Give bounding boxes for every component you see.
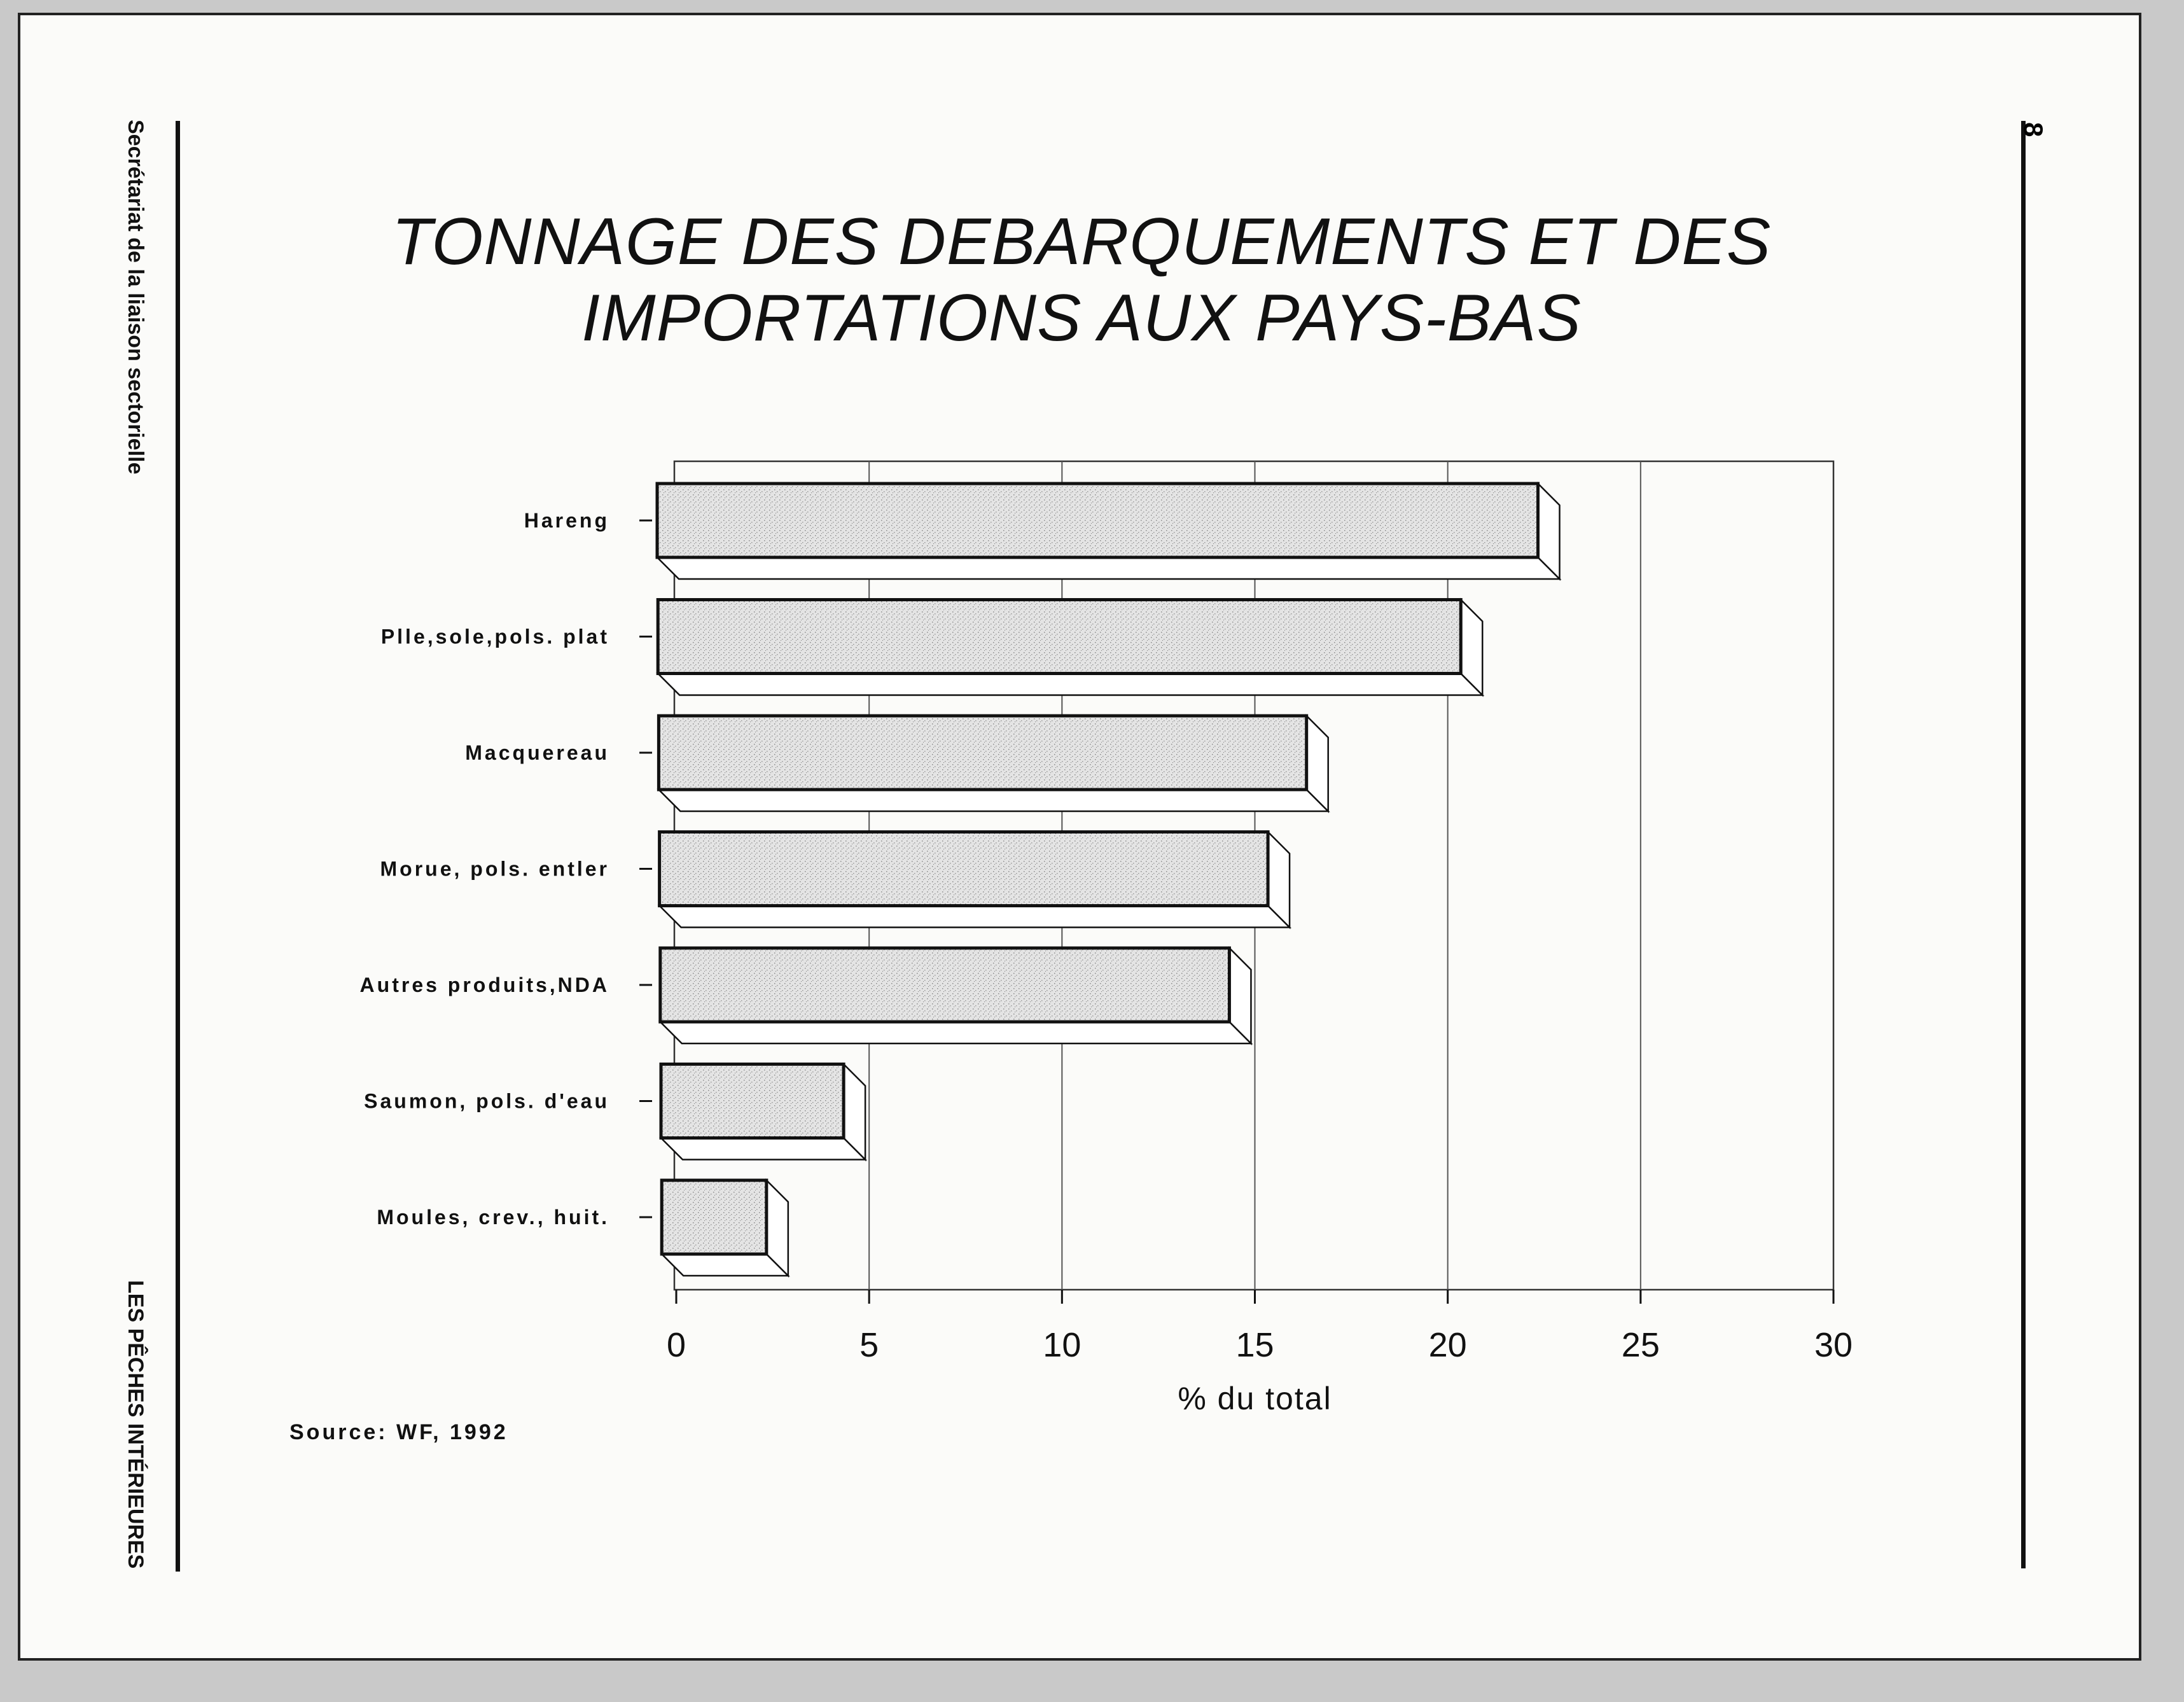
bar bbox=[657, 484, 1538, 557]
bar bbox=[658, 600, 1461, 674]
category-label: Saumon, pols. d'eau bbox=[364, 1089, 609, 1113]
x-axis-title: % du total bbox=[1178, 1381, 1332, 1416]
bar bbox=[661, 1064, 844, 1138]
x-tick-label: 0 bbox=[666, 1326, 686, 1364]
side-label-secretariat: Secrétariat de la liaison sectorielle bbox=[123, 120, 148, 475]
x-tick-label: 5 bbox=[859, 1326, 879, 1364]
x-tick-label: 20 bbox=[1428, 1326, 1467, 1364]
bar-bottom-face bbox=[661, 1138, 865, 1160]
chart-title-line-1: TONNAGE DES DEBARQUEMENTS ET DES bbox=[391, 205, 1772, 279]
bar bbox=[660, 948, 1230, 1022]
category-label: Morue, pols. entler bbox=[380, 857, 609, 881]
bar bbox=[662, 1180, 767, 1254]
bar-bottom-face bbox=[660, 906, 1290, 928]
bar bbox=[658, 716, 1306, 790]
category-label: Autres produits,NDA bbox=[359, 973, 609, 996]
side-label-peches: LES PÊCHES INTÉRIEURES bbox=[123, 1280, 148, 1569]
source-note: Source: WF, 1992 bbox=[289, 1420, 508, 1444]
x-tick-label: 15 bbox=[1235, 1326, 1274, 1364]
x-tick-label: 30 bbox=[1814, 1326, 1853, 1364]
category-label: Moules, crev., huit. bbox=[377, 1206, 609, 1229]
bar-bottom-face bbox=[660, 1022, 1251, 1043]
page-number: 8 bbox=[2019, 122, 2048, 137]
bar-bottom-face bbox=[657, 557, 1560, 579]
category-label: Plle,sole,pols. plat bbox=[380, 625, 609, 648]
bar-bottom-face bbox=[658, 674, 1482, 695]
x-tick-label: 10 bbox=[1043, 1326, 1082, 1364]
bar bbox=[660, 832, 1268, 906]
category-label: Macquereau bbox=[465, 741, 609, 764]
chart-title-line-2: IMPORTATIONS AUX PAYS-BAS bbox=[581, 281, 1582, 355]
x-tick-label: 25 bbox=[1621, 1326, 1660, 1364]
bar-bottom-face bbox=[658, 790, 1328, 811]
category-label: Hareng bbox=[524, 509, 609, 532]
